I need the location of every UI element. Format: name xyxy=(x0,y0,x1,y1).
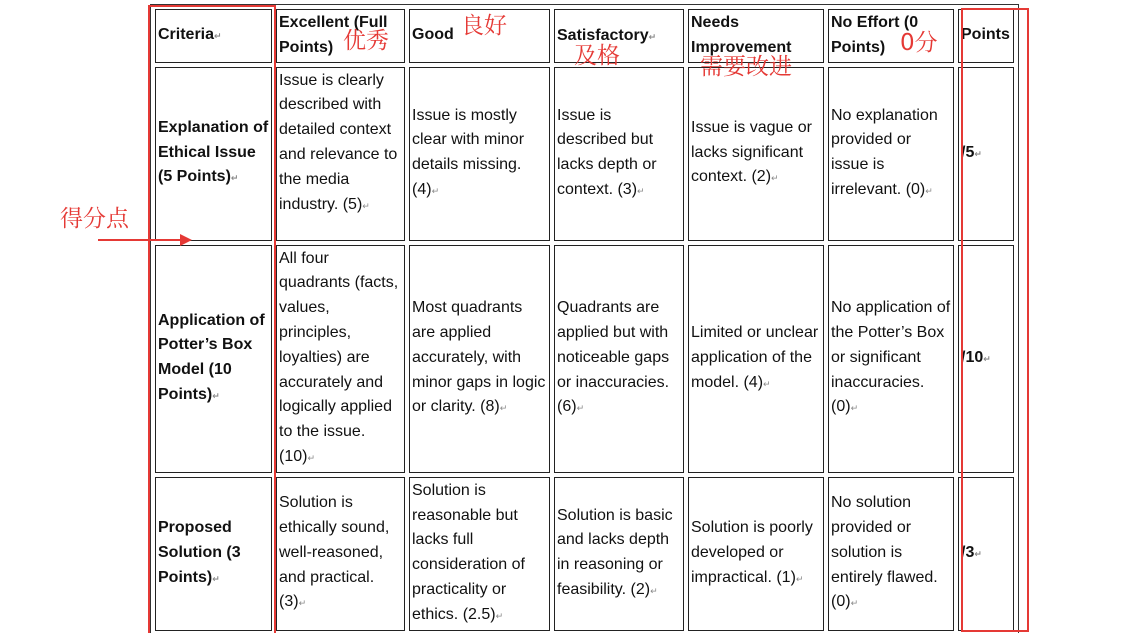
points-cell: /10↵ xyxy=(958,245,1014,473)
criteria-cell: Explanation of Ethical Issue (5 Points)↵ xyxy=(155,67,272,241)
header-needs-improvement: Needs Improvement xyxy=(688,9,824,63)
criteria-cell: Proposed Solution (3 Points)↵ xyxy=(155,477,272,631)
annotation-no-effort: 0分 xyxy=(900,30,938,56)
good-cell: Most quadrants are applied accurately, with minor gaps in logic or clarity. (8)↵ xyxy=(409,245,550,473)
header-satisfactory: Satisfactory↵ xyxy=(554,9,684,63)
header-criteria: Criteria↵ xyxy=(155,9,272,63)
needs-improvement-cell: Issue is vague or lacks significant context. (2)↵ xyxy=(688,67,824,241)
table-row xyxy=(155,245,1014,473)
arrow-head-icon xyxy=(180,234,192,246)
table-row xyxy=(155,67,1014,241)
satisfactory-cell: Issue is described but lacks depth or context. (3)↵ xyxy=(554,67,684,241)
header-good: Good xyxy=(409,9,550,63)
header-no-effort: No Effort (0 Points) xyxy=(828,9,954,63)
excellent-cell: All four quadrants (facts, values, principles, loyalties) are accurately and logically applied to the issue. (10)↵ xyxy=(276,245,405,473)
no-effort-cell: No application of the Potter’s Box or significant inaccuracies. (0)↵ xyxy=(828,245,954,473)
excellent-cell: Issue is clearly described with detailed context and relevance to the media industry. (5)↵ xyxy=(276,67,405,241)
excellent-cell: Solution is ethically sound, well-reasoned, and practical. (3)↵ xyxy=(276,477,405,631)
good-cell: Issue is mostly clear with minor details missing. (4)↵ xyxy=(409,67,550,241)
points-cell: /3↵ xyxy=(958,477,1014,631)
table-row xyxy=(155,477,1014,631)
annotation-good: 良好 xyxy=(461,13,507,39)
annotation-scoring-point: 得分点 xyxy=(60,206,129,232)
rubric-table xyxy=(150,4,1019,633)
header-points: Points xyxy=(958,9,1014,63)
header-excellent: Excellent (Full Points) xyxy=(276,9,405,63)
points-cell: /5↵ xyxy=(958,67,1014,241)
satisfactory-cell: Solution is basic and lacks depth in reasoning or feasibility. (2)↵ xyxy=(554,477,684,631)
good-cell: Solution is reasonable but lacks full consideration of practicality or ethics. (2.5)↵ xyxy=(409,477,550,631)
arrow-line xyxy=(98,239,182,241)
needs-improvement-cell: Solution is poorly developed or impractical. (1)↵ xyxy=(688,477,824,631)
no-effort-cell: No explanation provided or issue is irrelevant. (0)↵ xyxy=(828,67,954,241)
no-effort-cell: No solution provided or solution is entirely flawed. (0)↵ xyxy=(828,477,954,631)
needs-improvement-cell: Limited or unclear application of the model. (4)↵ xyxy=(688,245,824,473)
annotation-satisfactory: 及格 xyxy=(574,43,620,69)
satisfactory-cell: Quadrants are applied but with noticeable gaps or inaccuracies. (6)↵ xyxy=(554,245,684,473)
annotation-excellent: 优秀 xyxy=(343,28,389,54)
annotation-needs-improvement: 需要改进 xyxy=(700,54,792,80)
criteria-cell: Application of Potter’s Box Model (10 Points)↵ xyxy=(155,245,272,473)
